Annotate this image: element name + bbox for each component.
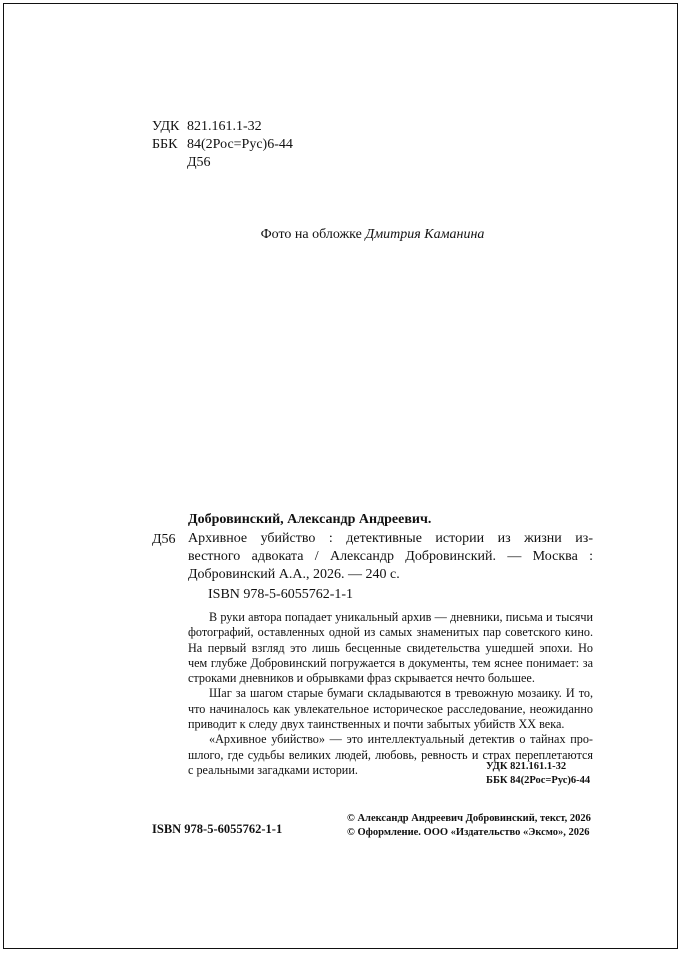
description-line: вестного адвоката / Александр Добровинский. — Москва : bbox=[188, 549, 593, 564]
annotation-line: В руки автора попадает уникальный архив — дневники, письма и тысячи bbox=[209, 610, 593, 624]
annotation-line: строками дневников и обрывками фраз скрывается нечто большее. bbox=[188, 671, 535, 686]
annotation-line: На первый взгляд это лишь бесценные свидетельства ушедшей эпохи. Но bbox=[188, 640, 593, 655]
udk-line bbox=[152, 118, 262, 136]
annotation-line: Шаг за шагом старые бумаги складываются в тревожную мозаику. И то, bbox=[209, 686, 593, 701]
catalog-description bbox=[188, 530, 593, 584]
copyright-design: © Оформление. ООО «Издательство «Эксмо», 2026 bbox=[347, 827, 590, 838]
bbk-line bbox=[152, 136, 293, 154]
description-line: Добровинский А.А., 2026. — 240 с. bbox=[188, 567, 400, 582]
udk-value: 821.161.1-32 bbox=[187, 119, 262, 134]
bbk-label: ББК bbox=[152, 137, 178, 152]
catalog-isbn: ISBN 978-5-6055762-1-1 bbox=[208, 587, 354, 602]
udk-label: УДК bbox=[152, 119, 180, 134]
annotation-line: что начиналось как увлекательное историческое расследование, неожиданно bbox=[188, 701, 593, 716]
catalog-mark: Д56 bbox=[152, 532, 176, 547]
index-udk: УДК 821.161.1-32 bbox=[486, 761, 567, 772]
bbk-value: 84(2Рос=Рус)6-44 bbox=[187, 137, 293, 152]
description-line: Архивное убийство : детективные истории из жизни из- bbox=[188, 531, 593, 546]
author-mark: Д56 bbox=[187, 155, 211, 170]
catalog-author: Добровинский, Александр Андреевич. bbox=[188, 512, 432, 527]
photo-credit bbox=[0, 227, 683, 243]
annotation-line: с реальными загадками истории. bbox=[188, 762, 358, 777]
annotation-line: шлого, где судьбы великих людей, любовь, ревность и страх переплетаются bbox=[188, 747, 593, 762]
annotation bbox=[188, 610, 593, 778]
photo-credit-prefix: Фото на обложке bbox=[260, 227, 362, 242]
annotation-line: приводит к следу двух таинственных и почти забытых убийств XX века. bbox=[188, 717, 565, 732]
annotation-line: чем глубже Добровинский погружается в документы, тем яснее понимает: за bbox=[188, 655, 593, 670]
annotation-line: фотографий, оставленных одной из самых знаменитых пар советского кино. bbox=[188, 625, 593, 640]
index-bbk: ББК 84(2Рос=Рус)6-44 bbox=[486, 775, 591, 786]
page-border bbox=[3, 3, 678, 949]
photo-credit-name: Дмитрия Каманина bbox=[365, 227, 485, 242]
annotation-line: «Архивное убийство» — это интеллектуальный детектив о тайнах про- bbox=[209, 732, 593, 747]
bottom-isbn: ISBN 978-5-6055762-1-1 bbox=[152, 822, 283, 836]
copyright-text: © Александр Андреевич Добровинский, текст, 2026 bbox=[347, 813, 591, 824]
